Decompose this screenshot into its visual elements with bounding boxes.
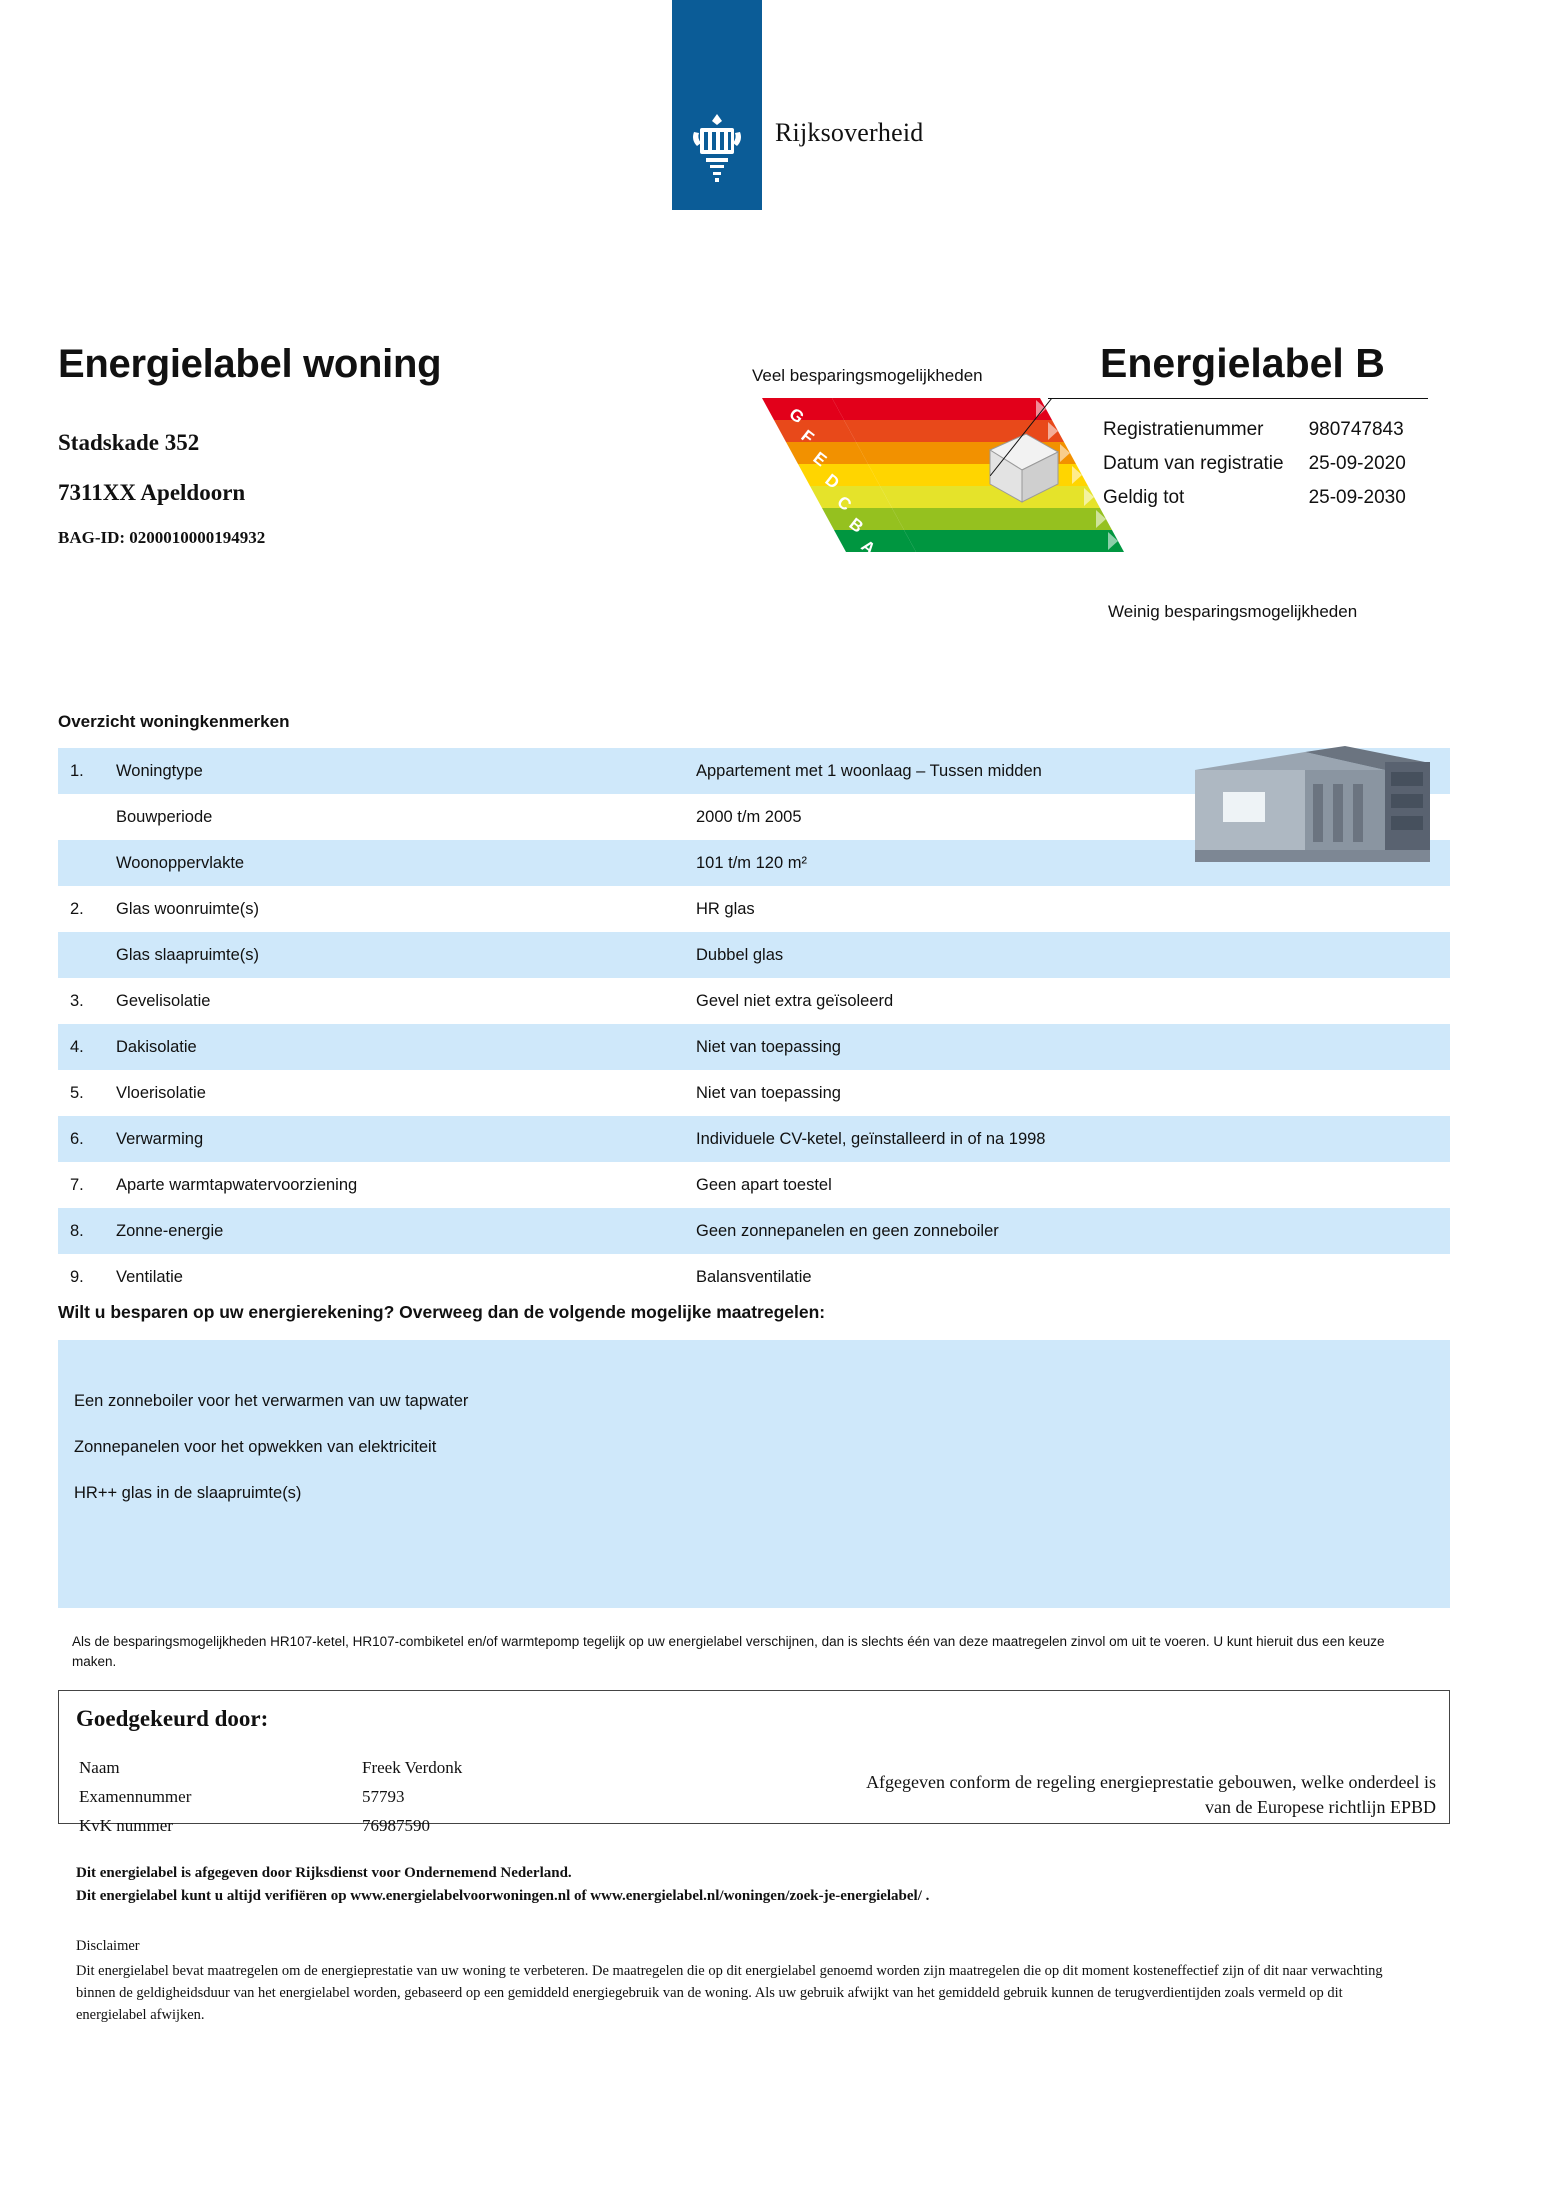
list-item: Een zonneboiler voor het verwarmen van uw tapwater bbox=[74, 1392, 469, 1410]
approval-key: Naam bbox=[79, 1758, 120, 1777]
royal-crest-icon bbox=[686, 112, 748, 184]
table-row bbox=[58, 932, 1450, 978]
measures-heading: Wilt u besparen op uw energierekening? Overweeg dan de volgende mogelijke maatregelen: bbox=[58, 1302, 826, 1322]
list-item: HR++ glas in de slaapruimte(s) bbox=[74, 1484, 302, 1502]
table-row bbox=[1102, 482, 1407, 514]
address-city: 7311XX Apeldoorn bbox=[58, 480, 246, 505]
row-number: 1. bbox=[70, 761, 84, 780]
row-label: Zonne-energie bbox=[116, 1221, 224, 1240]
svg-text:C: C bbox=[833, 492, 855, 515]
overview-heading: Overzicht woningkenmerken bbox=[58, 712, 290, 731]
row-number: 6. bbox=[70, 1129, 84, 1148]
table-row bbox=[58, 1116, 1450, 1162]
table-row bbox=[78, 1754, 463, 1781]
energy-label-title: Energielabel B bbox=[1100, 340, 1385, 386]
label-meta-table bbox=[1100, 412, 1409, 516]
approval-note: Afgegeven conform de regeling energieprestatie gebouwen, welke onderdeel is van de Europese richtlijn EPBD bbox=[866, 1772, 1436, 1817]
meta-value: 980747843 bbox=[1308, 419, 1404, 440]
table-row bbox=[1102, 448, 1407, 480]
address-street: Stadskade 352 bbox=[58, 430, 200, 455]
svg-text:E: E bbox=[809, 448, 831, 471]
approval-value: Freek Verdonk bbox=[362, 1758, 463, 1777]
row-number: 4. bbox=[70, 1037, 84, 1056]
footer-line-2[interactable]: Dit energielabel kunt u altijd verifiëren op www.energielabelvoorwoningen.nl of www.energielabel.nl/woningen/zoek-je-energielabel/ . bbox=[76, 1888, 930, 1904]
row-number: 3. bbox=[70, 991, 84, 1010]
row-label: Aparte warmtapwatervoorziening bbox=[116, 1175, 358, 1194]
table-row bbox=[58, 1208, 1450, 1254]
row-value: 101 t/m 120 m² bbox=[696, 853, 807, 872]
row-number: 7. bbox=[70, 1175, 84, 1194]
measures-box bbox=[58, 1340, 1450, 1608]
table-row bbox=[78, 1812, 463, 1839]
row-label: Woningtype bbox=[116, 761, 203, 780]
row-label: Gevelisolatie bbox=[116, 991, 211, 1010]
measures-footnote: Als de besparingsmogelijkheden HR107-ketel, HR107-combiketel en/of warmtepomp tegelijk op uw energielabel verschijnen, dan is slechts één van deze maatregelen zinvol om uit te voeren. U kunt hieruit dus een keuze maken. bbox=[72, 1634, 1385, 1669]
table-row bbox=[58, 886, 1450, 932]
row-number: 5. bbox=[70, 1083, 84, 1102]
approval-key: KvK nummer bbox=[79, 1816, 173, 1835]
row-number: 9. bbox=[70, 1267, 84, 1286]
table-row bbox=[58, 1162, 1450, 1208]
table-row bbox=[78, 1783, 463, 1810]
row-value: Appartement met 1 woonlaag – Tussen midden bbox=[696, 761, 1042, 780]
label-leader-line bbox=[990, 398, 1052, 476]
row-value: HR glas bbox=[696, 899, 755, 918]
row-label: Woonoppervlakte bbox=[116, 853, 245, 872]
row-value: Niet van toepassing bbox=[696, 1037, 841, 1056]
row-value: Geen apart toestel bbox=[696, 1175, 832, 1194]
row-number: 8. bbox=[70, 1221, 84, 1240]
row-value: Balansventilatie bbox=[696, 1267, 812, 1286]
meta-key: Registratienummer bbox=[1103, 419, 1264, 440]
row-value: Dubbel glas bbox=[696, 945, 784, 964]
row-value: Niet van toepassing bbox=[696, 1083, 841, 1102]
page-title: Energielabel woning bbox=[58, 342, 442, 386]
table-row bbox=[58, 1254, 1450, 1300]
row-value: Geen zonnepanelen en geen zonneboiler bbox=[696, 1221, 999, 1240]
row-value: 2000 t/m 2005 bbox=[696, 807, 802, 826]
building-illustration bbox=[1185, 740, 1450, 880]
meta-key: Geldig tot bbox=[1103, 487, 1185, 508]
scale-top-label: Veel besparingsmogelijkheden bbox=[752, 366, 983, 385]
table-row bbox=[58, 978, 1450, 1024]
disclaimer-body: Dit energielabel bevat maatregelen om de energieprestatie van uw woning te verbeteren. De maatregelen die op dit energielabel genoemd worden zijn maatregelen die op dit moment kosteneffectief zijn of dit naar verwachting binnen de geldigheidsduur van het energielabel worden, gebaseerd op een gemiddeld energiegebruik van de woning. Als uw gebruik afwijkt van het gemiddeld gebruik kunnen de terugverdientijden zoals vermeld op dit energielabel afwijken. bbox=[76, 1963, 1383, 2023]
table-row bbox=[58, 1024, 1450, 1070]
row-label: Verwarming bbox=[116, 1129, 204, 1148]
meta-value: 25-09-2030 bbox=[1308, 487, 1406, 508]
table-row bbox=[58, 1070, 1450, 1116]
meta-key: Datum van registratie bbox=[1103, 453, 1284, 474]
list-item: Zonnepanelen voor het opwekken van elektriciteit bbox=[74, 1438, 437, 1456]
meta-value: 25-09-2020 bbox=[1308, 453, 1406, 474]
row-number bbox=[58, 932, 116, 978]
approval-key: Examennummer bbox=[79, 1787, 192, 1806]
svg-text:A: A bbox=[857, 536, 879, 559]
row-label: Ventilatie bbox=[116, 1267, 183, 1286]
svg-text:B: B bbox=[845, 514, 867, 537]
row-label: Glas slaapruimte(s) bbox=[116, 945, 260, 964]
bag-id: BAG-ID: 0200010000194932 bbox=[58, 528, 266, 547]
label-divider bbox=[1048, 398, 1428, 399]
table-row bbox=[1102, 414, 1407, 446]
approval-value: 57793 bbox=[362, 1787, 405, 1806]
row-label: Dakisolatie bbox=[116, 1037, 197, 1056]
row-value: Individuele CV-ketel, geïnstalleerd in of na 1998 bbox=[696, 1129, 1046, 1148]
disclaimer-title: Disclaimer bbox=[76, 1938, 140, 1954]
scale-bottom-label: Weinig besparingsmogelijkheden bbox=[1108, 602, 1358, 621]
energy-scale-graphic bbox=[740, 390, 1140, 620]
rijksoverheid-logo-block bbox=[672, 0, 762, 210]
row-label: Glas woonruimte(s) bbox=[116, 899, 260, 918]
row-label: Bouwperiode bbox=[116, 807, 213, 826]
approval-value: 76987590 bbox=[362, 1816, 430, 1835]
approval-title: Goedgekeurd door: bbox=[76, 1706, 269, 1731]
footer-line-1: Dit energielabel is afgegeven door Rijksdienst voor Ondernemend Nederland. bbox=[76, 1865, 572, 1881]
row-label: Vloerisolatie bbox=[116, 1083, 206, 1102]
logo-wordmark: Rijksoverheid bbox=[775, 118, 924, 147]
svg-text:D: D bbox=[821, 470, 843, 493]
approval-table bbox=[76, 1752, 465, 1841]
row-number: 2. bbox=[70, 899, 84, 918]
row-number bbox=[58, 840, 116, 886]
footer-lines bbox=[76, 1862, 929, 1908]
svg-text:F: F bbox=[797, 426, 818, 448]
row-number bbox=[58, 794, 116, 840]
svg-text:G: G bbox=[785, 404, 808, 428]
row-value: Gevel niet extra geïsoleerd bbox=[696, 991, 894, 1010]
